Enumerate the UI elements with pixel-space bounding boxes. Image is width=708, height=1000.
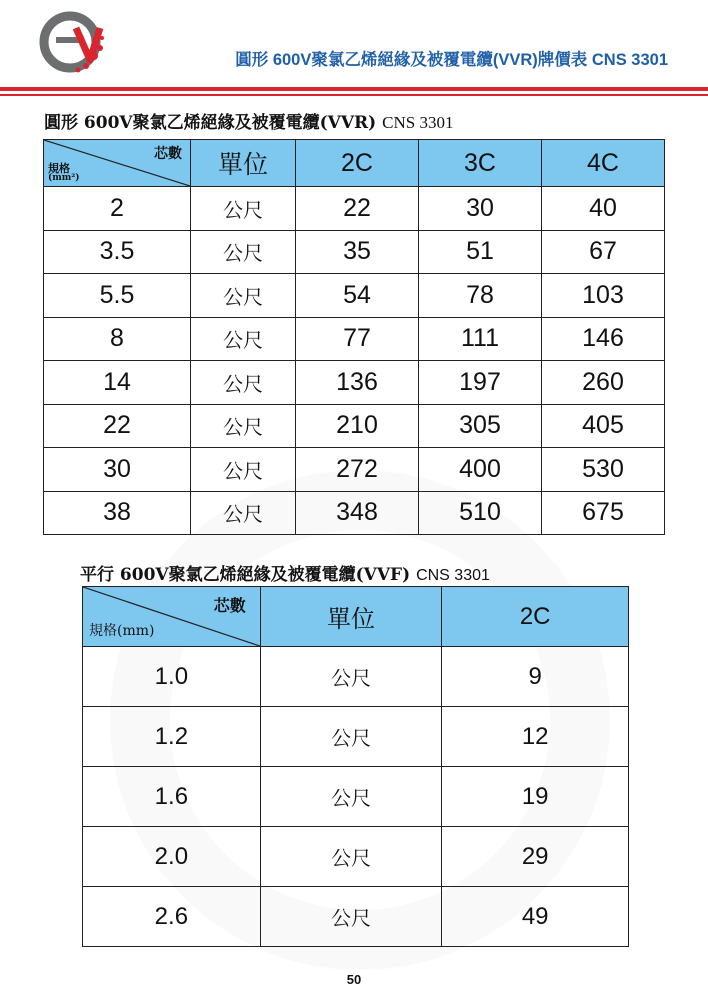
table1-corner-bottom	[48, 163, 80, 183]
price-2c-cell: 136	[296, 361, 419, 405]
spec-cell: 3.5	[44, 230, 191, 274]
table1-header-4c: 4C	[542, 140, 665, 187]
unit-cell: 公尺	[260, 647, 442, 707]
price-2c-cell: 22	[296, 187, 419, 231]
table1-title-main: 圓形 600V聚氯乙烯絕緣及被覆電纜(VVR)	[44, 113, 377, 133]
table1-corner-unit: (mm²)	[48, 173, 80, 183]
table1-header-2c: 2C	[296, 140, 419, 187]
price-2c-cell: 54	[296, 274, 419, 318]
table2-header-2c: 2C	[442, 587, 629, 647]
spec-cell: 30	[44, 448, 191, 492]
unit-cell: 公尺	[191, 361, 296, 405]
price-3c-cell: 305	[419, 404, 542, 448]
spec-cell: 14	[44, 361, 191, 405]
unit-cell: 公尺	[260, 767, 442, 827]
price-2c-cell: 35	[296, 230, 419, 274]
table1-corner-spec-label: 規格	[48, 162, 70, 175]
table-row	[44, 404, 665, 448]
header-rule-thin	[0, 94, 708, 96]
header-rule-thick	[0, 87, 708, 91]
price-4c-cell: 103	[542, 274, 665, 318]
table2-corner-cell	[83, 587, 261, 647]
price-2c-cell: 9	[442, 647, 629, 707]
price-3c-cell: 111	[419, 317, 542, 361]
table2-header-row	[83, 587, 629, 647]
spec-cell: 1.6	[83, 767, 261, 827]
spec-cell: 2.0	[83, 827, 261, 887]
table-row	[44, 187, 665, 231]
table2-header-unit: 單位	[260, 587, 442, 647]
table1-corner-cell	[44, 140, 191, 187]
table1-title	[44, 108, 453, 133]
unit-cell: 公尺	[260, 887, 442, 947]
unit-cell: 公尺	[191, 187, 296, 231]
table-row	[44, 317, 665, 361]
unit-cell: 公尺	[260, 827, 442, 887]
unit-cell: 公尺	[191, 448, 296, 492]
table-row	[44, 448, 665, 492]
price-4c-cell: 67	[542, 230, 665, 274]
price-2c-cell: 77	[296, 317, 419, 361]
price-2c-cell: 272	[296, 448, 419, 492]
table-row	[83, 887, 629, 947]
unit-cell: 公尺	[191, 491, 296, 535]
price-4c-cell: 146	[542, 317, 665, 361]
price-3c-cell: 510	[419, 491, 542, 535]
table-row	[44, 274, 665, 318]
table1-header-3c: 3C	[419, 140, 542, 187]
table2-title-main: 平行 600V聚氯乙烯絕緣及被覆電纜(VVF)	[80, 565, 411, 585]
spec-cell: 1.2	[83, 707, 261, 767]
table-row	[83, 767, 629, 827]
price-2c-cell: 19	[442, 767, 629, 827]
unit-cell: 公尺	[191, 274, 296, 318]
unit-cell: 公尺	[191, 404, 296, 448]
spec-cell: 38	[44, 491, 191, 535]
vvf-price-table	[82, 586, 629, 947]
spec-cell: 2	[44, 187, 191, 231]
price-4c-cell: 675	[542, 491, 665, 535]
table-row	[44, 491, 665, 535]
price-3c-cell: 197	[419, 361, 542, 405]
unit-cell: 公尺	[191, 230, 296, 274]
price-3c-cell: 51	[419, 230, 542, 274]
price-4c-cell: 530	[542, 448, 665, 492]
price-3c-cell: 30	[419, 187, 542, 231]
table1-header-row	[44, 140, 665, 187]
table-row	[44, 361, 665, 405]
price-2c-cell: 49	[442, 887, 629, 947]
unit-cell: 公尺	[260, 707, 442, 767]
table-row	[44, 230, 665, 274]
price-3c-cell: 400	[419, 448, 542, 492]
price-2c-cell: 12	[442, 707, 629, 767]
table2-title	[80, 560, 490, 585]
price-4c-cell: 260	[542, 361, 665, 405]
table1-corner-top: 芯數	[154, 146, 182, 162]
table-row	[83, 827, 629, 887]
table2-corner-bottom: 規格(mm)	[89, 623, 155, 639]
table2-corner-top: 芯數	[213, 596, 246, 615]
company-logo	[36, 10, 114, 82]
price-4c-cell: 40	[542, 187, 665, 231]
price-2c-cell: 210	[296, 404, 419, 448]
vvr-price-table	[43, 139, 665, 535]
table2-title-std: CNS 3301	[416, 567, 490, 584]
price-4c-cell: 405	[542, 404, 665, 448]
spec-cell: 1.0	[83, 647, 261, 707]
spec-cell: 22	[44, 404, 191, 448]
header-title: 圓形 600V聚氯乙烯絕緣及被覆電纜(VVR)牌價表 CNS 3301	[235, 51, 668, 69]
page-number: 50	[346, 972, 362, 987]
spec-cell: 5.5	[44, 274, 191, 318]
price-2c-cell: 348	[296, 491, 419, 535]
table-row	[83, 647, 629, 707]
price-3c-cell: 78	[419, 274, 542, 318]
table1-title-std: CNS 3301	[382, 113, 454, 132]
spec-cell: 8	[44, 317, 191, 361]
unit-cell: 公尺	[191, 317, 296, 361]
table-row	[83, 707, 629, 767]
spec-cell: 2.6	[83, 887, 261, 947]
price-2c-cell: 29	[442, 827, 629, 887]
table1-header-unit: 單位	[191, 140, 296, 187]
